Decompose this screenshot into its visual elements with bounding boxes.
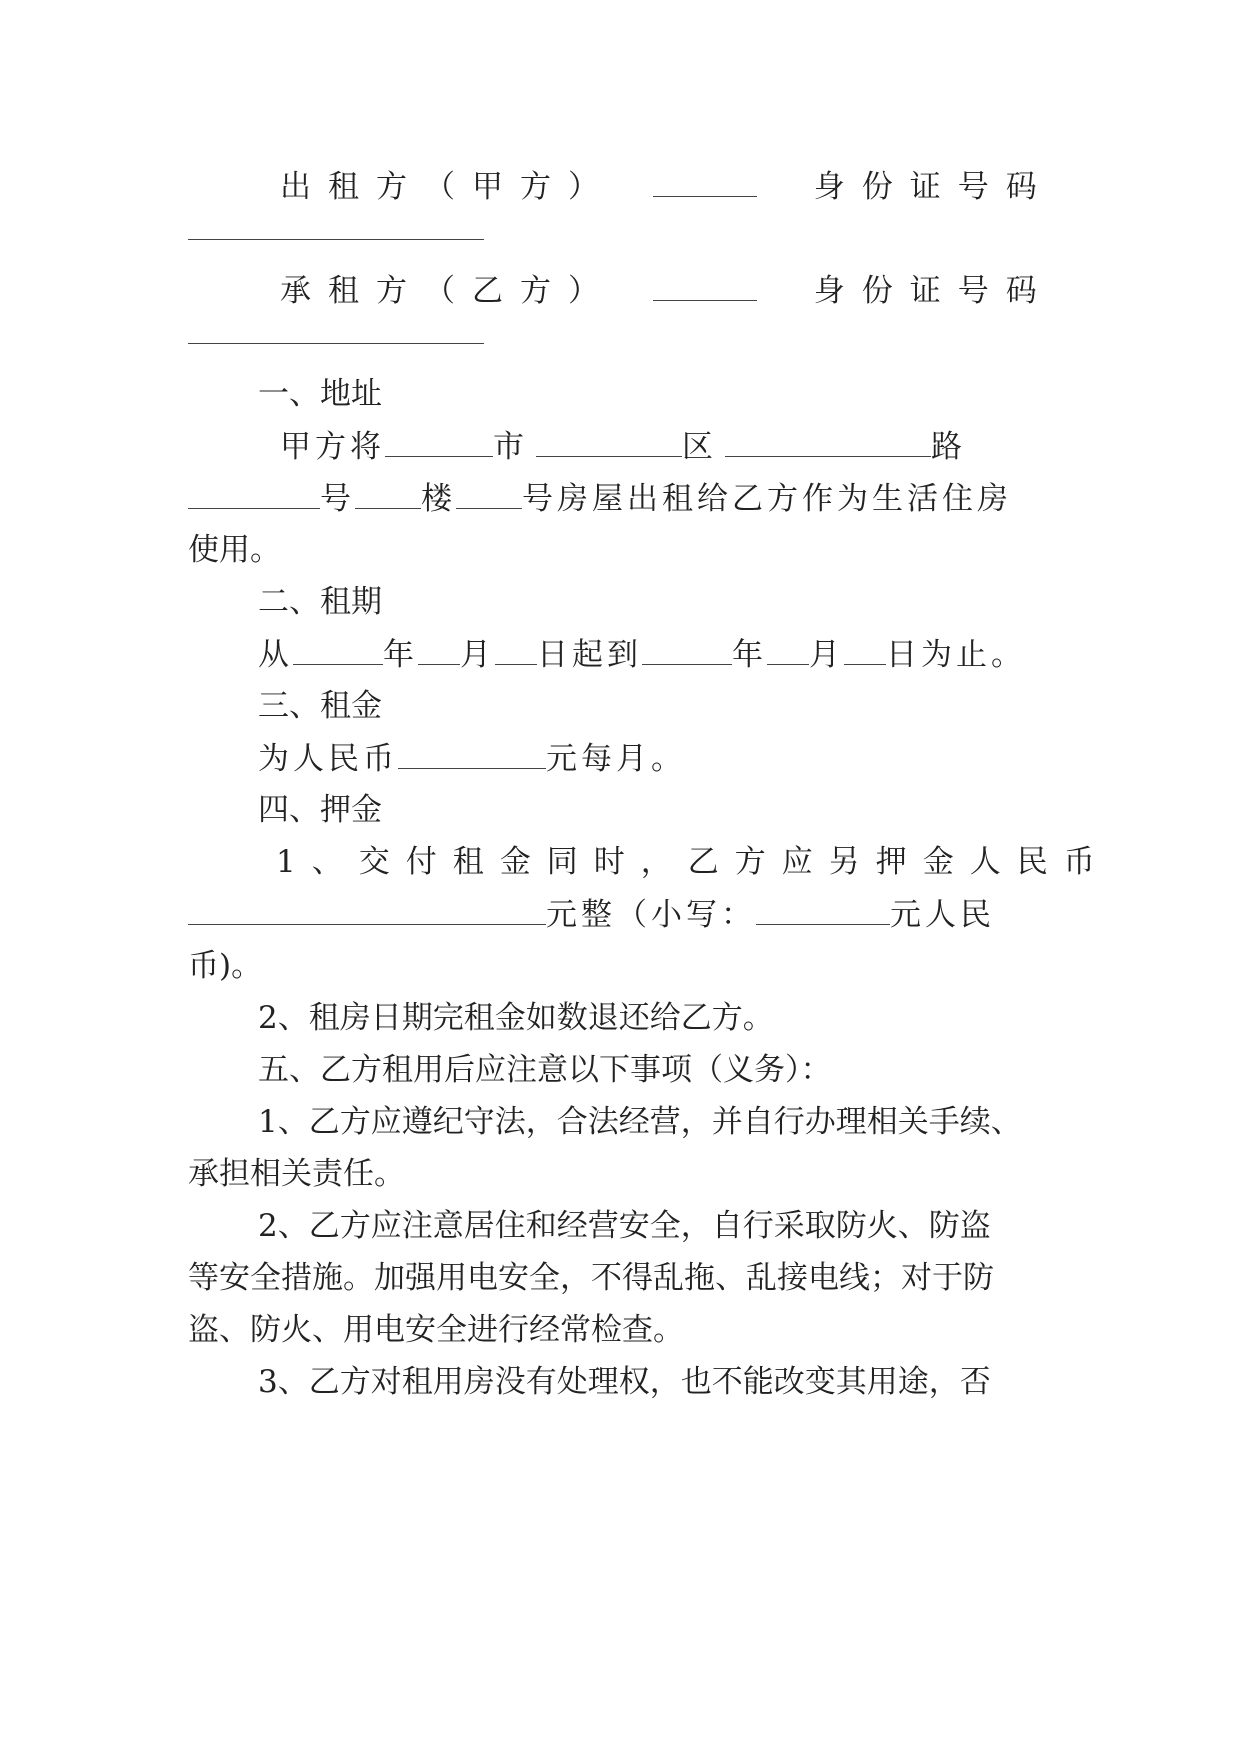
lessor-line bbox=[280, 166, 1146, 207]
deposit-item-2: 2、租房日期完租金如数退还给乙方。 bbox=[258, 1000, 774, 1036]
address-line-3: 使用。 bbox=[188, 532, 281, 568]
number-blank[interactable] bbox=[188, 478, 320, 509]
lessee-label: 承租方（乙方） bbox=[280, 273, 616, 309]
road-blank[interactable] bbox=[725, 426, 931, 457]
room-blank[interactable] bbox=[456, 478, 522, 509]
lessee-line bbox=[280, 270, 1146, 311]
term-line bbox=[258, 634, 1124, 675]
lessor-label: 出租方（甲方） bbox=[280, 169, 616, 205]
lessee-id-label: 身份证号码 bbox=[813, 273, 1054, 309]
address-text-room: 号房屋出租给乙方作为生活住房 bbox=[522, 481, 1012, 517]
obligation-1-line-1: 1、乙方应遵纪守法，合法经营，并自行办理相关手续、 bbox=[258, 1104, 1022, 1140]
obligation-2-line-2: 等安全措施。加强用电安全，不得乱拖、乱接电线；对于防 bbox=[188, 1260, 994, 1296]
rent-line bbox=[258, 738, 1124, 779]
district-blank[interactable] bbox=[536, 426, 682, 457]
address-text-district: 区 bbox=[682, 429, 717, 465]
deposit-line-1: 1、交付租金同时，乙方应另押金人民币 bbox=[276, 844, 1111, 880]
start-day-blank[interactable] bbox=[495, 634, 537, 665]
address-text-building: 楼 bbox=[421, 481, 456, 517]
address-text-road: 路 bbox=[931, 429, 966, 465]
obligation-3-line-1: 3、乙方对租用房没有处理权，也不能改变其用途，否 bbox=[258, 1364, 991, 1400]
address-text-1: 甲方将 bbox=[280, 429, 385, 465]
section1-heading: 一、地址 bbox=[258, 376, 382, 412]
section2-heading: 二、租期 bbox=[258, 584, 382, 620]
lessee-id-line bbox=[188, 313, 1054, 354]
deposit-line-3: 币)。 bbox=[188, 948, 263, 984]
address-text-number: 号 bbox=[320, 481, 355, 517]
term-text-year1: 年 bbox=[383, 637, 418, 673]
obligation-2-line-1: 2、乙方应注意居住和经营安全，自行采取防火、防盗 bbox=[258, 1208, 991, 1244]
section3-heading: 三、租金 bbox=[258, 688, 382, 724]
deposit-text-2: 元整（小写： bbox=[546, 897, 756, 933]
term-text-to: 日起到 bbox=[537, 637, 642, 673]
term-text-month2: 月 bbox=[809, 637, 844, 673]
address-text-city: 市 bbox=[493, 429, 528, 465]
term-text-month1: 月 bbox=[460, 637, 495, 673]
deposit-amount-blank[interactable] bbox=[188, 894, 546, 925]
deposit-line-2 bbox=[188, 894, 1054, 935]
obligation-1-line-2: 承担相关责任。 bbox=[188, 1156, 405, 1192]
city-blank[interactable] bbox=[385, 426, 493, 457]
address-line-2 bbox=[188, 478, 1054, 519]
rent-text-2: 元每月。 bbox=[546, 741, 686, 777]
term-text-year2: 年 bbox=[732, 637, 767, 673]
address-line-1 bbox=[280, 426, 1146, 467]
end-month-blank[interactable] bbox=[767, 634, 809, 665]
end-day-blank[interactable] bbox=[844, 634, 886, 665]
lessor-id-blank[interactable] bbox=[188, 209, 484, 240]
section5-heading: 五、乙方租用后应注意以下事项（义务）： bbox=[258, 1052, 832, 1088]
term-text-end: 日为止。 bbox=[886, 637, 1026, 673]
lessor-id-line bbox=[188, 209, 1054, 250]
lessor-id-label: 身份证号码 bbox=[813, 169, 1054, 205]
term-text-from: 从 bbox=[258, 637, 293, 673]
building-blank[interactable] bbox=[355, 478, 421, 509]
rent-text-1: 为人民币 bbox=[258, 741, 398, 777]
obligation-2-line-3: 盗、防火、用电安全进行经常检查。 bbox=[188, 1312, 684, 1348]
deposit-small-blank[interactable] bbox=[756, 894, 890, 925]
start-year-blank[interactable] bbox=[293, 634, 383, 665]
lessee-name-blank[interactable] bbox=[653, 270, 757, 301]
lessor-name-blank[interactable] bbox=[653, 166, 757, 197]
section4-heading: 四、押金 bbox=[258, 792, 382, 828]
start-month-blank[interactable] bbox=[418, 634, 460, 665]
end-year-blank[interactable] bbox=[642, 634, 732, 665]
deposit-text-3: 元人民 bbox=[890, 897, 995, 933]
lessee-id-blank[interactable] bbox=[188, 313, 484, 344]
rent-amount-blank[interactable] bbox=[398, 738, 546, 769]
